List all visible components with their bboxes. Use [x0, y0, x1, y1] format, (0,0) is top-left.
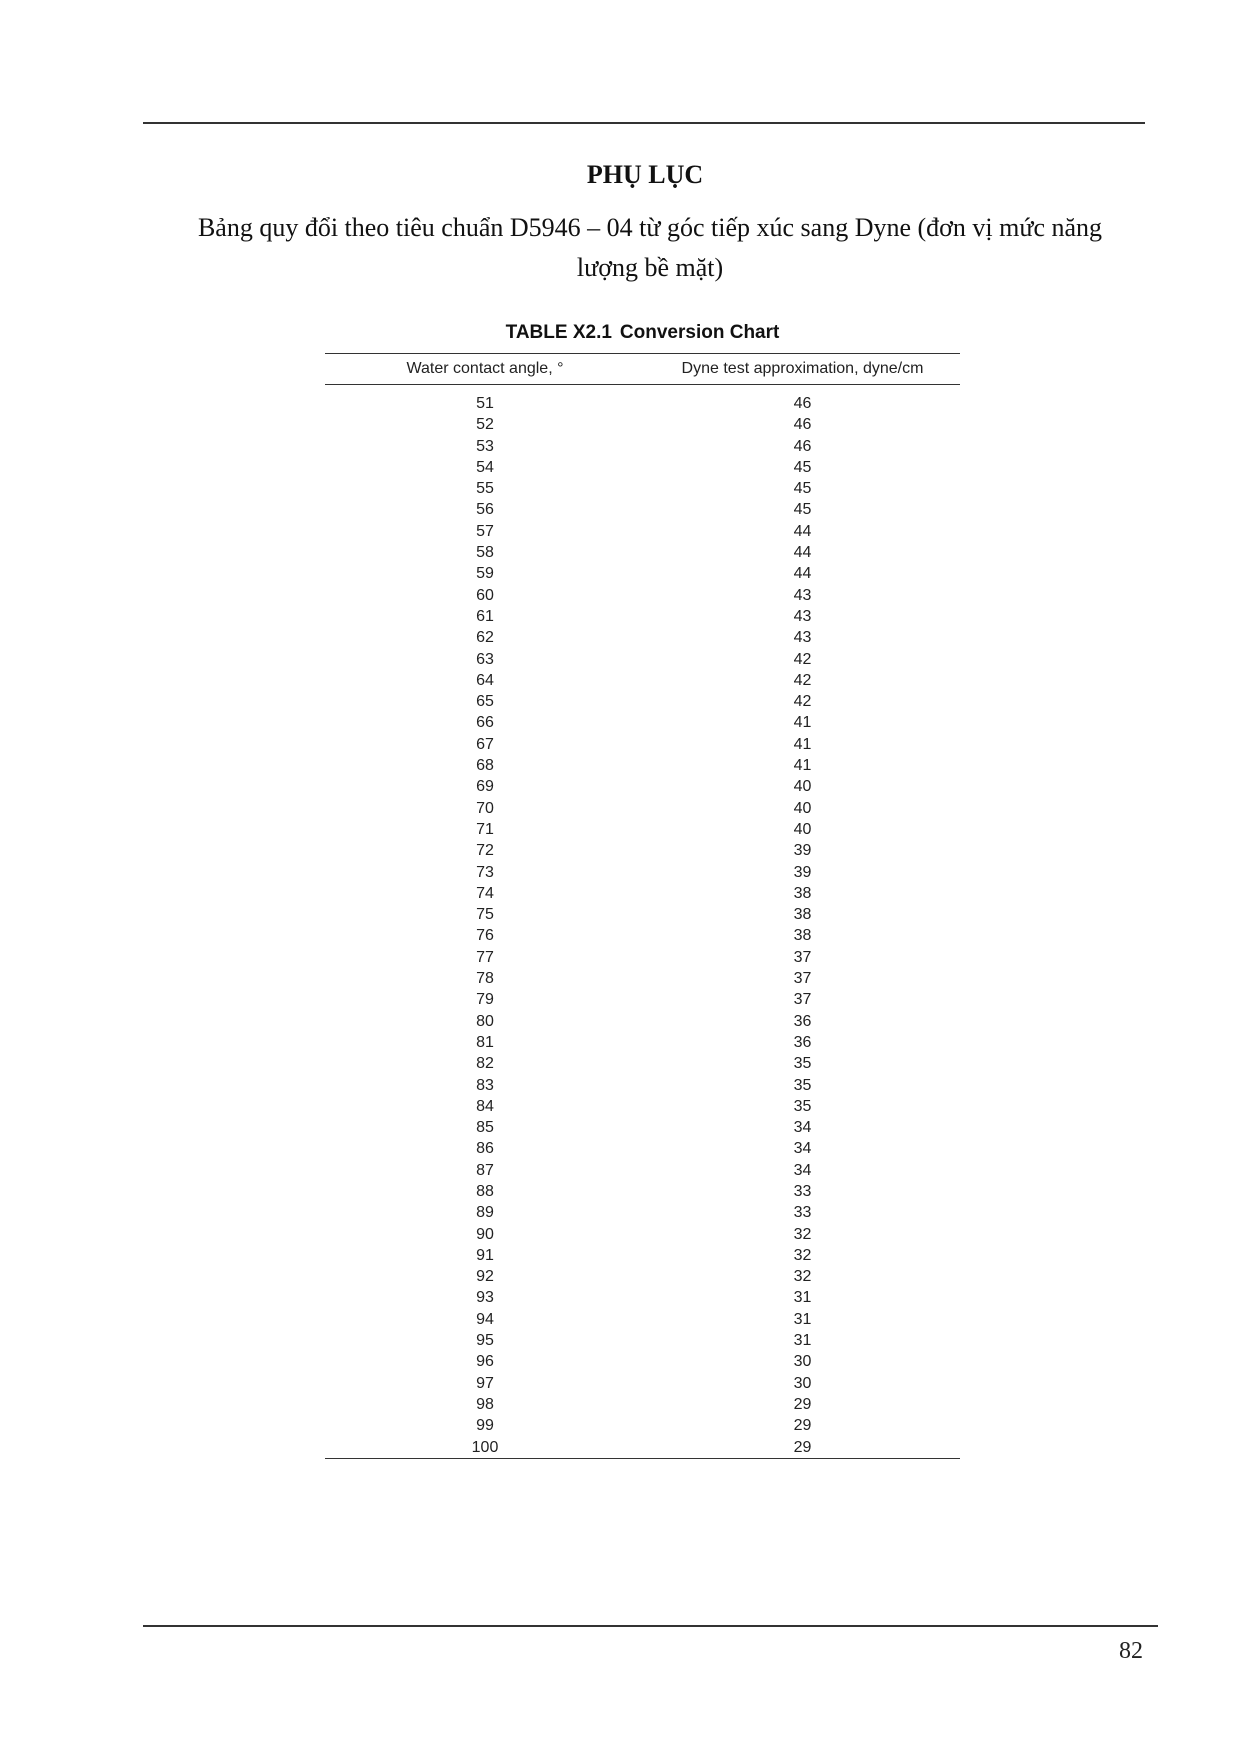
table-row: [325, 542, 960, 563]
angle-cell: 100: [325, 1437, 645, 1459]
angle-cell: 71: [476, 820, 494, 838]
table-row: [325, 1117, 960, 1138]
dyne-cell: 29: [793, 1417, 812, 1435]
table-row: [325, 1160, 960, 1181]
angle-cell: 89: [476, 1204, 494, 1222]
table-header-row: [325, 354, 960, 385]
dyne-cell: 45: [793, 501, 812, 519]
table-row: [325, 755, 960, 776]
dyne-cell: 32: [793, 1246, 812, 1264]
angle-cell: 73: [476, 863, 494, 881]
dyne-cell: 42: [793, 693, 812, 711]
angle-cell: 65: [476, 693, 494, 711]
dyne-cell: 35: [793, 1097, 812, 1115]
table-row: [325, 499, 960, 520]
table-row: [325, 1202, 960, 1223]
angle-cell: 61: [476, 607, 494, 625]
angle-cell: 58: [476, 544, 494, 562]
table-row: [325, 1351, 960, 1372]
table-row: [325, 1266, 960, 1287]
dyne-cell: 33: [793, 1204, 812, 1222]
angle-cell: 82: [476, 1055, 494, 1073]
angle-cell: 80: [476, 1012, 494, 1030]
dyne-cell: 29: [793, 1395, 812, 1413]
table-caption-number: TABLE X2.1: [505, 322, 612, 343]
angle-cell: 59: [476, 565, 494, 583]
table-row: [325, 1373, 960, 1394]
angle-cell: 68: [476, 757, 494, 775]
dyne-cell: 31: [793, 1332, 812, 1350]
dyne-cell: 37: [793, 991, 812, 1009]
table-row: [325, 798, 960, 819]
intro-paragraph: Bảng quy đổi theo tiêu chuẩn D5946 – 04 từ góc tiếp xúc sang Dyne (đơn vị mức năng lượng bề mặt): [197, 213, 1103, 282]
angle-cell: 55: [476, 480, 494, 498]
dyne-cell: 45: [793, 480, 812, 498]
table-row: [325, 1053, 960, 1074]
angle-cell: 53: [476, 437, 494, 455]
dyne-cell: 46: [793, 395, 812, 412]
angle-cell: 84: [476, 1097, 494, 1115]
dyne-cell: 36: [793, 1012, 812, 1030]
dyne-cell: 41: [793, 714, 812, 732]
dyne-cell: 36: [793, 1033, 812, 1051]
angle-cell: 64: [476, 671, 494, 689]
table-row: [325, 1011, 960, 1032]
table-row: [325, 585, 960, 606]
dyne-cell: 38: [793, 927, 812, 945]
appendix-heading: PHỤ LỤC: [586, 160, 704, 189]
dyne-cell: 34: [793, 1119, 812, 1137]
footer-rule: [143, 1625, 1158, 1627]
table-row: [325, 478, 960, 499]
angle-cell: 95: [476, 1332, 494, 1350]
angle-cell: 72: [476, 842, 494, 860]
angle-cell: 85: [476, 1119, 494, 1137]
table-row: [325, 627, 960, 648]
angle-cell: 83: [476, 1076, 494, 1094]
angle-cell: 93: [476, 1289, 494, 1307]
angle-cell: 67: [476, 735, 494, 753]
table-row: [325, 606, 960, 627]
dyne-cell: 32: [793, 1268, 812, 1286]
angle-cell: 97: [476, 1374, 494, 1392]
table-row: [325, 1138, 960, 1159]
table-row: [325, 414, 960, 435]
angle-cell: 99: [476, 1417, 494, 1435]
dyne-cell: 29: [645, 1437, 960, 1459]
angle-cell: 79: [476, 991, 494, 1009]
dyne-cell: 46: [793, 416, 812, 434]
table-row: [325, 1437, 960, 1459]
table-row: [325, 1309, 960, 1330]
angle-cell: 76: [476, 927, 494, 945]
table-row: [325, 883, 960, 904]
angle-cell: 91: [476, 1246, 494, 1264]
table-row: [325, 393, 960, 414]
table-row: [325, 712, 960, 733]
angle-cell: 92: [476, 1268, 494, 1286]
dyne-cell: 34: [793, 1140, 812, 1158]
table-row: [325, 649, 960, 670]
table-row: [325, 1415, 960, 1436]
dyne-cell: 41: [793, 735, 812, 753]
dyne-cell: 40: [793, 778, 812, 796]
angle-cell: 66: [476, 714, 494, 732]
angle-cell: 60: [476, 586, 494, 604]
header-rule: [143, 122, 1145, 124]
dyne-cell: 35: [793, 1076, 812, 1094]
column-header-dyne: Dyne test approximation, dyne/cm: [645, 354, 960, 385]
table-row: [325, 457, 960, 478]
dyne-cell: 41: [793, 757, 812, 775]
angle-cell: 74: [476, 884, 494, 902]
angle-cell: 54: [476, 458, 494, 476]
dyne-cell: 39: [793, 842, 812, 860]
table-body: [325, 393, 960, 1458]
angle-cell: 78: [476, 970, 494, 988]
page-number: 82: [1119, 1638, 1143, 1664]
dyne-cell: 45: [793, 458, 812, 476]
table-row: [325, 989, 960, 1010]
table-row: [325, 1287, 960, 1308]
conversion-table: [325, 353, 960, 1459]
dyne-cell: 44: [793, 565, 812, 583]
table-caption-title: Conversion Chart: [619, 322, 780, 343]
dyne-cell: 38: [793, 906, 812, 924]
table-row: [325, 925, 960, 946]
angle-cell: 52: [476, 416, 494, 434]
dyne-cell: 42: [793, 671, 812, 689]
angle-cell: 87: [476, 1161, 494, 1179]
table-row: [325, 862, 960, 883]
angle-cell: 69: [476, 778, 494, 796]
angle-cell: 70: [476, 799, 494, 817]
dyne-cell: 44: [793, 544, 812, 562]
dyne-cell: 32: [793, 1225, 812, 1243]
dyne-cell: 40: [793, 799, 812, 817]
dyne-cell: 37: [793, 970, 812, 988]
table-row: [325, 563, 960, 584]
dyne-cell: 30: [793, 1374, 812, 1392]
table-caption: [325, 322, 960, 344]
angle-cell: 77: [476, 948, 494, 966]
table-row: [325, 968, 960, 989]
dyne-cell: 40: [793, 820, 812, 838]
angle-cell: 98: [476, 1395, 494, 1413]
dyne-cell: 34: [793, 1161, 812, 1179]
table-row: [325, 1032, 960, 1053]
angle-cell: 90: [476, 1225, 494, 1243]
dyne-cell: 31: [793, 1289, 812, 1307]
dyne-cell: 42: [793, 650, 812, 668]
angle-cell: 94: [476, 1310, 494, 1328]
table-row: [325, 1224, 960, 1245]
angle-cell: 96: [476, 1353, 494, 1371]
table-row: [325, 1181, 960, 1202]
dyne-cell: 31: [793, 1310, 812, 1328]
dyne-cell: 46: [793, 437, 812, 455]
dyne-cell: 39: [793, 863, 812, 881]
dyne-cell: 33: [793, 1182, 812, 1200]
angle-cell: 63: [476, 650, 494, 668]
table-row: [325, 819, 960, 840]
angle-cell: 81: [476, 1033, 494, 1051]
table-row: [325, 1330, 960, 1351]
dyne-cell: 43: [793, 629, 812, 647]
table-row: [325, 1394, 960, 1415]
angle-cell: 57: [476, 522, 494, 540]
dyne-cell: 43: [793, 607, 812, 625]
table-row: [325, 947, 960, 968]
table-row: [325, 1245, 960, 1266]
dyne-cell: 44: [793, 522, 812, 540]
angle-cell: 51: [476, 395, 494, 412]
table-row: [325, 691, 960, 712]
table-row: [325, 1075, 960, 1096]
table-row: [325, 1096, 960, 1117]
column-header-angle: Water contact angle, °: [325, 354, 645, 385]
dyne-cell: 37: [793, 948, 812, 966]
table-row: [325, 776, 960, 797]
angle-cell: 88: [476, 1182, 494, 1200]
dyne-cell: 30: [793, 1353, 812, 1371]
table-row: [325, 734, 960, 755]
dyne-cell: 38: [793, 884, 812, 902]
table-row: [325, 436, 960, 457]
table-row: [325, 840, 960, 861]
angle-cell: 86: [476, 1140, 494, 1158]
table-row: [325, 521, 960, 542]
angle-cell: 56: [476, 501, 494, 519]
angle-cell: 62: [476, 629, 494, 647]
dyne-cell: 43: [793, 586, 812, 604]
angle-cell: 75: [476, 906, 494, 924]
table-row: [325, 670, 960, 691]
table-row: [325, 904, 960, 925]
dyne-cell: 35: [793, 1055, 812, 1073]
